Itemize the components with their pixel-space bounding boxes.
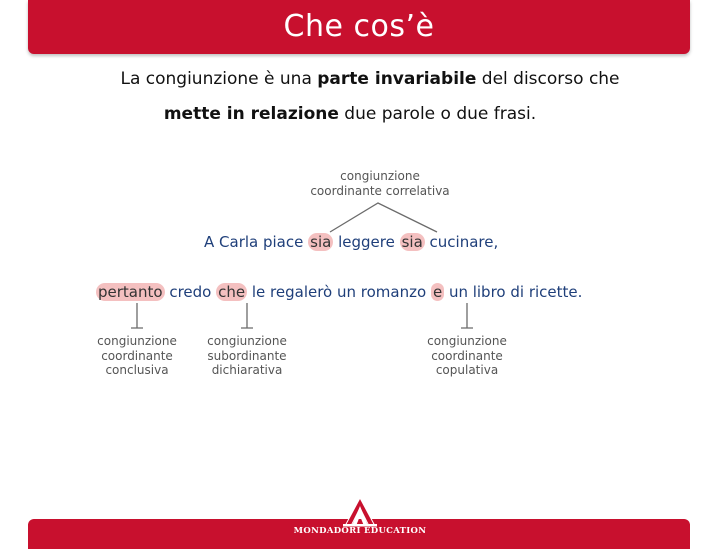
connector-dichiarativa [241, 303, 253, 328]
intro-bold-term: parte invariabile [317, 69, 477, 89]
intro-text: due parole o due frasi. [338, 104, 537, 124]
annotation-line: congiunzione [340, 169, 420, 183]
intro-text: del discorso che [476, 69, 620, 89]
mondadori-a-icon [342, 497, 378, 527]
example-sentence-2 [96, 283, 582, 301]
annotation-line: congiunzione [97, 334, 177, 348]
annotation-line: conclusiva [105, 363, 169, 377]
sentence-text: le regalerò un romanzo [247, 283, 431, 301]
annotation-conclusiva [82, 334, 192, 378]
annotation-line: coordinante [431, 348, 503, 363]
annotation-line: congiunzione [427, 334, 507, 348]
connector-copulativa [461, 303, 473, 328]
annotation-copulativa [412, 334, 522, 378]
sentence-text: cucinare, [424, 233, 499, 251]
sentence-text: un libro di ricette. [444, 283, 583, 301]
highlight-sia-2: sia [401, 233, 423, 251]
annotation-line: congiunzione [207, 334, 287, 348]
highlight-pertanto: pertanto [98, 283, 163, 301]
annotation-line: coordinante [101, 348, 173, 363]
highlight-e: e [432, 283, 443, 301]
logo-text: MONDADORI EDUCATION [293, 526, 427, 536]
annotation-line: dichiarativa [211, 363, 283, 377]
annotation-line: subordinante [207, 348, 287, 363]
annotation-line: copulativa [435, 363, 499, 377]
annotation-line: coordinante correlativa [310, 183, 450, 198]
highlight-che: che [218, 283, 246, 301]
sentence-text: leggere [333, 233, 400, 251]
intro-bold-term: mette in relazione [163, 104, 339, 124]
bracket-correlativa [330, 203, 437, 232]
sentence-text: A Carla piace [204, 233, 309, 251]
highlight-sia-1: sia [310, 233, 332, 251]
annotation-correlativa [300, 169, 460, 198]
slide-title: Che cos’è [283, 9, 435, 44]
example-sentence-1 [204, 233, 498, 251]
connector-conclusiva [131, 303, 143, 328]
intro-text: La congiunzione è una [120, 69, 318, 89]
mondadori-logo [280, 495, 440, 540]
sentence-text: credo [164, 283, 217, 301]
annotation-dichiarativa [192, 334, 302, 378]
